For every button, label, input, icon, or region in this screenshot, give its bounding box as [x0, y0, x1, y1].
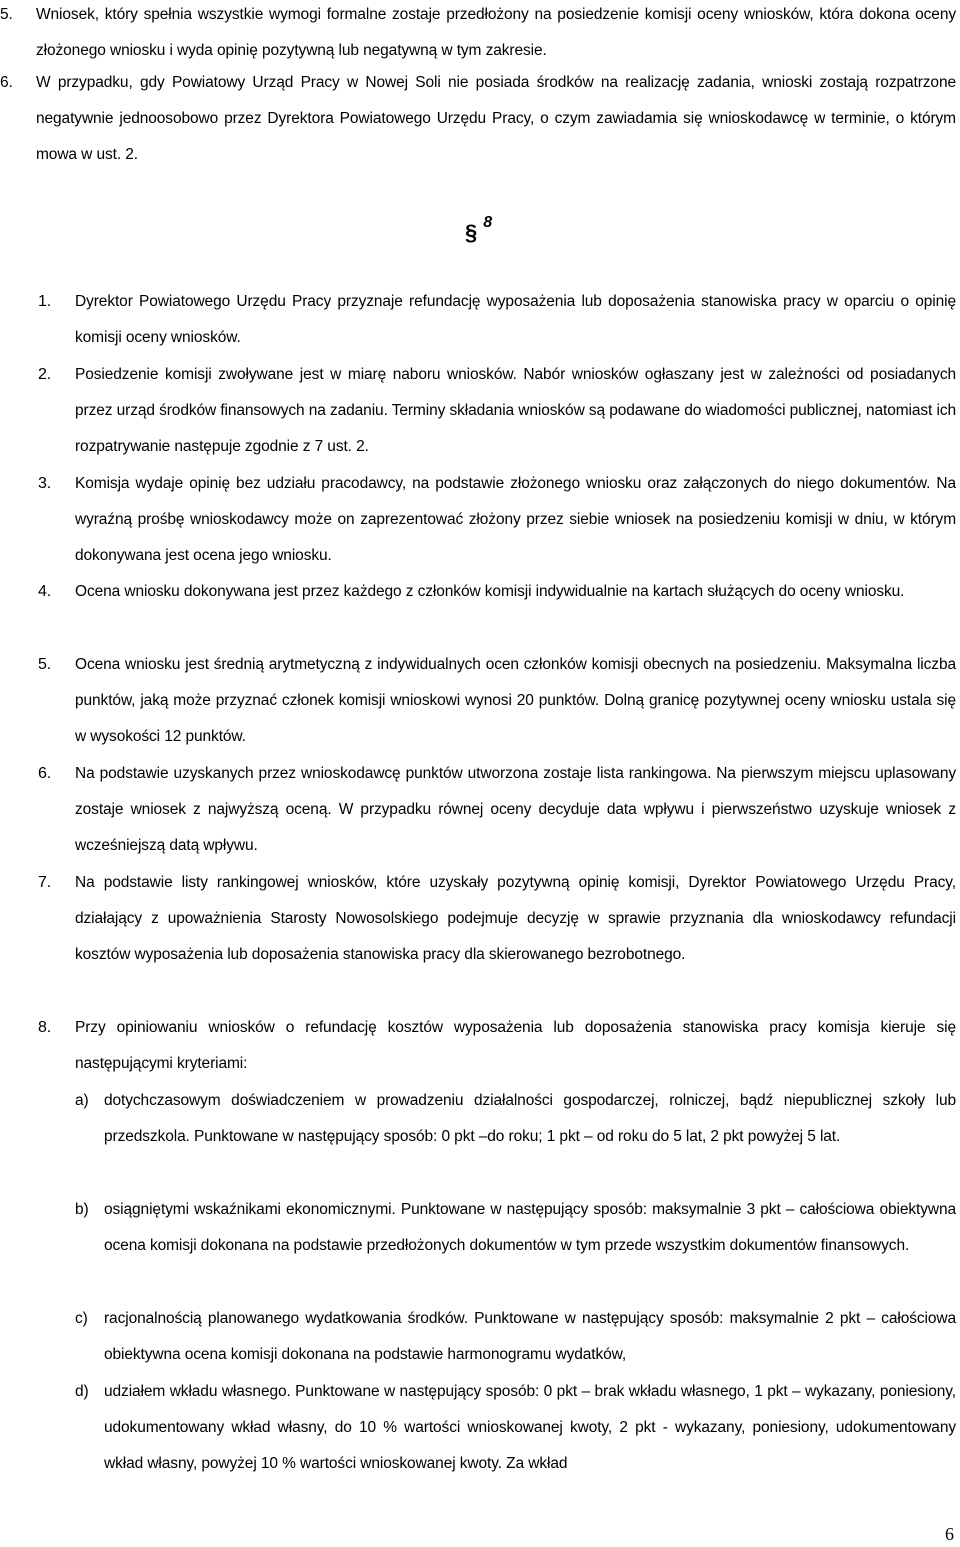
item-number: 4. — [38, 583, 52, 600]
section-number: 8 — [483, 214, 493, 231]
list-item — [0, 65, 956, 173]
item-number: 8. — [38, 1019, 52, 1036]
item-text: Dyrektor Powiatowego Urzędu Pracy przyznaje refundację wyposażenia lub doposażenia stanowiska pracy w oparciu o opinię komisji oceny wniosków. — [75, 293, 956, 346]
list-item — [38, 756, 956, 864]
section-heading — [465, 214, 493, 245]
item-number: 1. — [38, 293, 52, 310]
criterion-text: racjonalnością planowanego wydatkowania środków. Punktowane w następujący sposób: maksymalnie 2 pkt – całościowa obiektywna ocena komisji dokonana na podstawie harmonogramu wydatków, — [104, 1310, 956, 1363]
item-text: Posiedzenie komisji zwoływane jest w miarę naboru wniosków. Nabór wniosków ogłaszany jest w zależności od posiadanych przez urząd środków finansowych na zadaniu. Terminy składania wniosków są podawane do wiadomości publicznej, natomiast ich rozpatrywanie następuje zgodnie z 7 ust. 2. — [75, 366, 956, 455]
item-text: Ocena wniosku dokonywana jest przez każdego z członków komisji indywidualnie na kartach służących do oceny wniosku. — [75, 583, 905, 600]
list-item — [0, 0, 956, 69]
item-number: 2. — [38, 366, 52, 383]
list-item — [38, 1010, 956, 1082]
item-text: Ocena wniosku jest średnią arytmetyczną z indywidualnych ocen członków komisji obecnych na posiedzeniu. Maksymalna liczba punktów, jaką może przyznać członek komisji wnioskowi wynosi 20 punktów. Dolną granicę pozytywnej oceny wniosku ustala się w wysokości 12 punktów. — [75, 656, 956, 745]
page-number: 6 — [945, 1524, 954, 1544]
criterion-letter: a) — [75, 1092, 89, 1109]
list-item — [38, 284, 956, 356]
item-number: 5. — [38, 656, 52, 673]
item-number: 3. — [38, 475, 52, 492]
list-item — [38, 647, 956, 755]
list-item — [38, 357, 956, 465]
criterion-text: udziałem wkładu własnego. Punktowane w następujący sposób: 0 pkt – brak wkładu własnego, 1 pkt – wykazany, poniesiony, udokumentowany wkład własny, do 10 % wartości wnioskowanej kwoty, 2 pkt - wykazany, poniesiony, udokumentowany wkład własny, powyżej 10 % wartości wnioskowanej kwoty. Za wkład — [104, 1383, 956, 1472]
item-text: Komisja wydaje opinię bez udziału pracodawcy, na podstawie złożonego wniosku oraz załączonych do niego dokumentów. Na wyraźną prośbę wnioskodawcy może on zaprezentować złożony przez siebie wniosek na posiedzeniu komisji w dniu, w którym dokonywana jest ocena jego wniosku. — [75, 475, 956, 564]
criterion-item — [75, 1192, 956, 1264]
item-number: 6. — [38, 765, 52, 782]
list-item — [38, 574, 956, 610]
criterion-letter: d) — [75, 1383, 89, 1400]
item-text: Przy opiniowaniu wniosków o refundację kosztów wyposażenia lub doposażenia stanowiska pracy komisja kieruje się następującymi kryteriami: — [75, 1019, 956, 1072]
item-text: Na podstawie listy rankingowej wniosków, które uzyskały pozytywną opinię komisji, Dyrektor Powiatowego Urzędu Pracy, działający z upoważnienia Starosty Nowosolskiego podejmuje decyzję w sprawie przyznania dla wnioskodawcy refundacji kosztów wyposażenia lub doposażenia stanowiska pracy dla skierowanego bezrobotnego. — [75, 874, 956, 963]
criterion-text: osiągniętymi wskaźnikami ekonomicznymi. Punktowane w następujący sposób: maksymalnie 3 pkt – całościowa obiektywna ocena komisji dokonana na podstawie przedłożonych dokumentów w tym przede wszystkim dokumentów finansowych. — [104, 1201, 956, 1254]
criterion-item — [75, 1301, 956, 1373]
criterion-letter: c) — [75, 1310, 88, 1327]
item-number: 6. — [0, 74, 13, 91]
criterion-item — [75, 1083, 956, 1155]
item-text: Na podstawie uzyskanych przez wnioskodawcę punktów utworzona zostaje lista rankingowa. Na pierwszym miejscu uplasowany zostaje wniosek z najwyższą oceną. W przypadku równej oceny decyduje data wpływu i pierwszeństwo uzyskuje wniosek z wcześniejszą datą wpływu. — [75, 765, 956, 854]
paragraph-mark: § — [465, 220, 478, 245]
criterion-text: dotychczasowym doświadczeniem w prowadzeniu działalności gospodarczej, rolniczej, bądź niepublicznej szkoły lub przedszkola. Punktowane w następujący sposób: 0 pkt –do roku; 1 pkt – od roku do 5 lat, 2 pkt powyżej 5 lat. — [104, 1092, 956, 1145]
item-text: W przypadku, gdy Powiatowy Urząd Pracy w Nowej Soli nie posiada środków na realizację zadania, wnioski zostają rozpatrzone negatywnie jednoosobowo przez Dyrektora Powiatowego Urzędu Pracy, o czym zawiadamia się wnioskodawcę w terminie, o którym mowa w ust. 2. — [36, 74, 956, 163]
item-number: 5. — [0, 6, 13, 23]
list-item — [38, 466, 956, 574]
list-item — [38, 865, 956, 973]
criterion-item — [75, 1374, 956, 1482]
criterion-letter: b) — [75, 1201, 89, 1218]
item-text: Wniosek, który spełnia wszystkie wymogi formalne zostaje przedłożony na posiedzenie komisji oceny wniosków, która dokona oceny złożonego wniosku i wyda opinię pozytywną lub negatywną w tym zakresie. — [36, 6, 956, 59]
item-number: 7. — [38, 874, 52, 891]
